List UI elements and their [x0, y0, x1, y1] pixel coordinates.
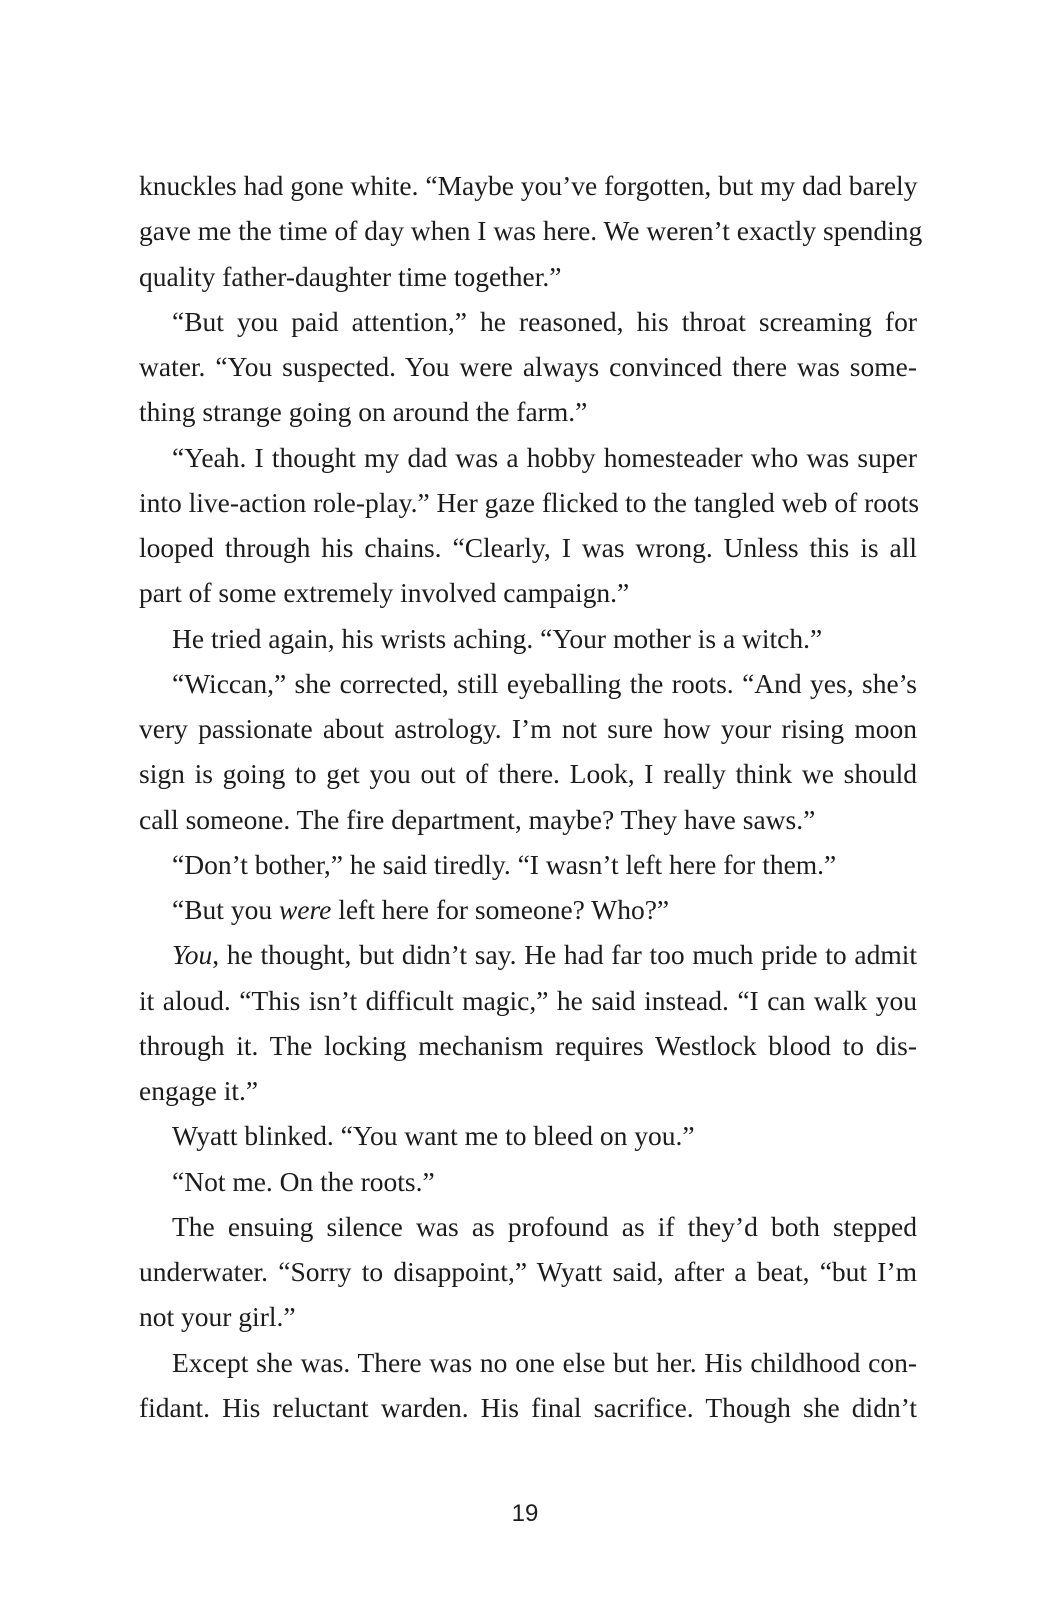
italic-word: You — [172, 939, 213, 971]
text-line: through it. The locking mechanism requires Westlock blood to dis- — [139, 1029, 917, 1061]
text-line: gave me the time of day when I was here. We weren’t exactly spending — [139, 215, 923, 247]
text-line: not your girl.” — [139, 1301, 296, 1333]
text-line: “But you paid attention,” he reasoned, his throat screaming for — [172, 305, 917, 337]
text-line: engage it.” — [139, 1075, 259, 1106]
text-line: Wyatt blinked. “You want me to bleed on you.” — [172, 1120, 695, 1152]
text-run: left here for someone? Who?” — [331, 894, 670, 925]
text-line: call someone. The fire department, maybe? They have saws.” — [139, 803, 816, 835]
text-line: sign is going to get you out of there. Look, I really think we should — [139, 758, 917, 790]
text-line: very passionate about astrology. I’m not sure how your rising moon — [139, 713, 917, 744]
text-line: underwater. “Sorry to disappoint,” Wyatt said, after a beat, “but I’m — [139, 1256, 917, 1287]
italic-word: were — [278, 894, 332, 925]
text-line: quality father-daughter time together.” — [139, 260, 562, 292]
text-line: knuckles had gone white. “Maybe you’ve forgotten, but my dad barely — [139, 170, 918, 201]
text-line: fidant. His reluctant warden. His final sacrifice. Though she didn’t — [139, 1391, 917, 1423]
text-line: into live-action role-play.” Her gaze flicked to the tangled web of roots — [139, 486, 920, 518]
body-text — [139, 163, 923, 1430]
text-line: “Not me. On the roots.” — [172, 1165, 435, 1197]
text-line: “Don’t bother,” he said tiredly. “I wasn’t left here for them.” — [172, 848, 837, 880]
text-line — [139, 932, 917, 977]
text-line: thing strange going on around the farm.” — [139, 396, 588, 428]
text-line: part of some extremely involved campaign.” — [139, 577, 630, 609]
text-line: looped through his chains. “Clearly, I was wrong. Unless this is all — [139, 532, 917, 563]
text-line: Except she was. There was no one else but her. His childhood con- — [172, 1346, 917, 1378]
text-line: water. “You suspected. You were always convinced there was some- — [139, 351, 917, 382]
text-line — [139, 887, 917, 932]
text-line: He tried again, his wrists aching. “Your mother is a witch.” — [172, 622, 823, 654]
text-line: “Yeah. I thought my dad was a hobby homesteader who was super — [172, 441, 917, 473]
text-line: it aloud. “This isn’t difficult magic,” he said instead. “I can walk you — [139, 984, 917, 1016]
text-line: The ensuing silence was as profound as if they’d both stepped — [172, 1210, 917, 1242]
text-run: , he thought, but didn’t say. He had far too much pride to admit — [212, 939, 917, 971]
text-run: “But you — [172, 894, 279, 925]
page-number: 19 — [511, 1500, 539, 1527]
text-line: “Wiccan,” she corrected, still eyeballing the roots. “And yes, she’s — [172, 667, 917, 699]
